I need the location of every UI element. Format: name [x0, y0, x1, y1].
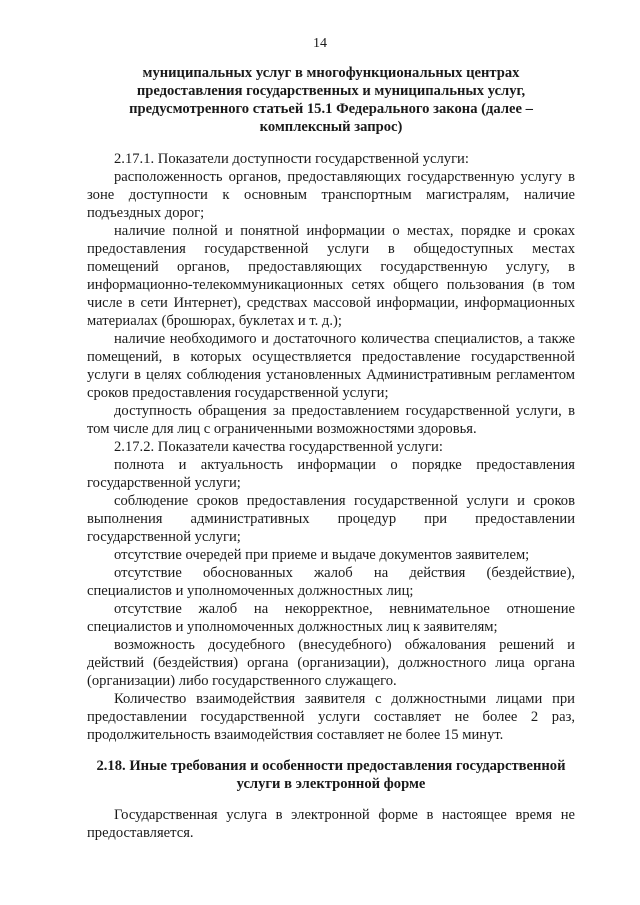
top-heading-line: предоставления государственных и муниципальных услуг, — [136, 83, 526, 99]
paragraph: отсутствие очередей при приеме и выдаче документов заявителем; — [114, 547, 530, 563]
section-heading-line: услуги в электронной форме — [236, 776, 426, 792]
top-heading — [87, 64, 575, 136]
final-paragraph: Государственная услуга в электронной форме в настоящее время не предоставляется. — [87, 807, 575, 841]
section-heading-line: 2.18. Иные требования и особенности предоставления государственной — [96, 758, 566, 774]
body-text — [87, 150, 575, 744]
paragraph: полнота и актуальность информации о порядке предоставления государственной услуги; — [87, 457, 575, 491]
paragraph: Количество взаимодействия заявителя с должностными лицами при предоставлении государственной услуги составляет не более 2 раз, продолжительность взаимодействия составляет не более 15 минут. — [87, 691, 575, 743]
final-text — [87, 806, 575, 842]
page-number: 14 — [313, 36, 327, 51]
top-heading-line: комплексный запрос) — [259, 119, 403, 135]
paragraph: возможность досудебного (внесудебного) обжалования решений и действий (бездействия) органа (организации), должностного лица органа (организации) либо государственного служащего. — [87, 637, 575, 689]
top-heading-line: предусмотренного статьей 15.1 Федерального закона (далее – — [129, 101, 533, 117]
top-heading-line: муниципальных услуг в многофункциональных центрах — [142, 65, 520, 81]
paragraph: расположенность органов, предоставляющих государственную услугу в зоне доступности к основным транспортным магистралям, наличие подъездных дорог; — [87, 169, 575, 221]
paragraph-2-17-1: 2.17.1. Показатели доступности государственной услуги: — [114, 151, 469, 167]
section-heading-2-18 — [87, 757, 575, 793]
paragraph: отсутствие обоснованных жалоб на действия (бездействие), специалистов и уполномоченных должностных лиц; — [87, 565, 575, 599]
paragraph: доступность обращения за предоставлением государственной услуги, в том числе для лиц с ограниченными возможностями здоровья. — [87, 403, 575, 437]
paragraph: отсутствие жалоб на некорректное, невнимательное отношение специалистов и уполномоченных должностных лиц к заявителям; — [87, 601, 575, 635]
paragraph: наличие полной и понятной информации о местах, порядке и сроках предоставления государственной услуги в общедоступных местах помещений органов, предоставляющих государственную услугу, в информационно-телекоммуникационных сетях общего пользования (в том числе в сети Интернет), средствах массовой информации, информационных материалах (брошюрах, буклетах и т. д.); — [87, 223, 575, 329]
paragraph-2-17-2: 2.17.2. Показатели качества государственной услуги: — [114, 439, 443, 455]
paragraph: наличие необходимого и достаточного количества специалистов, а также помещений, в которых осуществляется предоставление государственной услуги в целях соблюдения установленных Административным регламентом сроков предоставления государственной услуги; — [87, 331, 575, 401]
paragraph: соблюдение сроков предоставления государственной услуги и сроков выполнения административных процедур при предоставлении государственной услуги; — [87, 493, 575, 545]
